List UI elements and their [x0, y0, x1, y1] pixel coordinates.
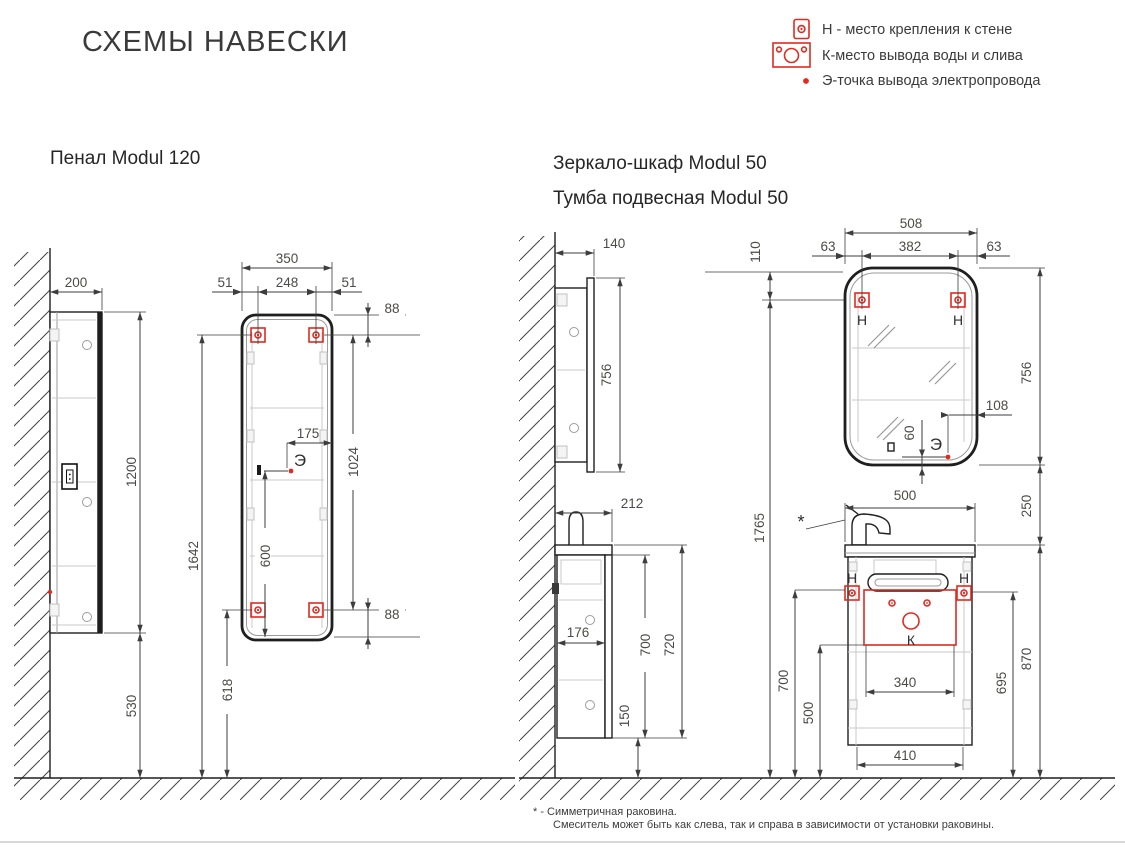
- asterisk-mark: *: [797, 512, 805, 532]
- mount-label: Н: [958, 570, 970, 586]
- electro-point: [289, 469, 294, 474]
- dim-penal-right-offset: 51: [341, 275, 357, 290]
- dim-penal-height: 1200: [124, 456, 139, 488]
- outlet-label: К: [906, 632, 916, 648]
- modul50-diagram: [519, 216, 1115, 800]
- dim-vanity-top-height: 870: [1019, 647, 1034, 671]
- dim-mirror-electro-right: 108: [985, 398, 1009, 413]
- faucet-side: [569, 512, 583, 545]
- dim-mirror-top-mount-offset: 110: [748, 241, 763, 263]
- asterisk-leader: [806, 520, 845, 529]
- dim-penal-bottom-mount-offset: 88: [384, 607, 400, 622]
- dim-vanity-width: 500: [893, 488, 917, 503]
- electro-point: [946, 455, 951, 460]
- mount-bracket-side: [50, 604, 59, 616]
- dim-mirror-height: 756: [1019, 361, 1034, 385]
- dim-vanity-outlet-span: 340: [893, 675, 917, 690]
- socket-icon: [62, 464, 77, 489]
- mount-label: Н: [952, 312, 964, 328]
- dim-vanity-mount-total-height: 1765: [752, 512, 767, 544]
- mount-bracket-side: [50, 329, 59, 341]
- dim-mirror-electro-bottom: 60: [902, 425, 917, 441]
- dim-penal-mount-span: 248: [275, 275, 299, 290]
- dim-vanity-mount-height-side: 695: [994, 671, 1009, 695]
- dim-mirror-depth: 140: [602, 236, 626, 251]
- dim-vanity-outlet-bottom-height: 500: [801, 701, 816, 725]
- modul50-heading-line1: Зеркало-шкаф Modul 50: [553, 153, 767, 174]
- legend-label: Н - место крепления к стене: [822, 21, 1013, 38]
- floor-hatch: [14, 778, 515, 800]
- electro-point-side: [48, 590, 52, 594]
- dim-penal-width: 350: [275, 251, 299, 266]
- electro-label: Э: [293, 451, 307, 470]
- dim-mirror-mount-span: 382: [898, 239, 922, 254]
- mirror-side-view: [555, 278, 594, 472]
- shelf-pin: [257, 465, 261, 475]
- dim-vanity-body-height: 700: [638, 633, 653, 657]
- dim-mirror-side-height: 756: [599, 363, 614, 387]
- penal-heading: Пенал Modul 120: [50, 148, 201, 169]
- legend-label: К-место вывода воды и слива: [822, 47, 1023, 64]
- faucet-front: [852, 514, 890, 545]
- footnote-line2: Смеситель может быть как слева, так и справа в зависимости от установки раковины.: [553, 819, 995, 831]
- footnote: [533, 806, 994, 832]
- handle: [868, 574, 948, 591]
- legend-label: Э-точка вывода электропровода: [822, 73, 1041, 89]
- dim-mirror-width: 508: [899, 216, 923, 231]
- dim-penal-top-mount-height: 1642: [186, 540, 201, 572]
- dim-vanity-depth-total: 212: [620, 496, 644, 511]
- dim-vanity-mirror-gap: 250: [1019, 494, 1034, 518]
- electro-label: Э: [929, 435, 943, 454]
- mount-label: Н: [846, 570, 858, 586]
- dim-mirror-left-offset: 63: [820, 239, 836, 254]
- mount-label: Н: [856, 312, 868, 328]
- dim-vanity-floor-clearance: 150: [617, 704, 632, 728]
- dim-vanity-inner-depth: 176: [566, 625, 590, 640]
- dim-penal-mount-vspan: 1024: [346, 446, 361, 478]
- dim-vanity-mount-height: 700: [776, 669, 791, 693]
- penal-diagram: [14, 248, 515, 800]
- dim-penal-floor-gap: 530: [124, 694, 139, 718]
- dim-penal-bottom-mount-height: 618: [220, 678, 235, 702]
- dim-penal-left-offset: 51: [217, 275, 233, 290]
- dim-mirror-right-offset: 63: [986, 239, 1002, 254]
- switch-icon: [888, 443, 894, 451]
- wall-hatch: [14, 252, 50, 778]
- modul50-heading-line2: Тумба подвесная Modul 50: [553, 188, 789, 209]
- mount-bracket-side: [552, 583, 559, 594]
- dim-penal-electro-height: 600: [258, 544, 273, 568]
- footnote-line1: * - Симметричная раковина.: [533, 806, 677, 818]
- page-title: СХЕМЫ НАВЕСКИ: [82, 26, 349, 58]
- floor-hatch: [519, 778, 1115, 800]
- bottom-divider: [0, 841, 1125, 843]
- dim-penal-depth: 200: [64, 275, 88, 290]
- dim-vanity-side-height: 720: [662, 633, 677, 657]
- penal-front-view: [242, 315, 332, 640]
- vanity-front-view: [845, 505, 975, 745]
- penal-side-view: [48, 312, 102, 633]
- dim-penal-electro-offset: 175: [296, 426, 320, 441]
- dim-penal-top-mount-offset: 88: [384, 301, 400, 316]
- wall-hatch: [519, 236, 555, 778]
- dim-vanity-bottom-width: 410: [893, 748, 917, 763]
